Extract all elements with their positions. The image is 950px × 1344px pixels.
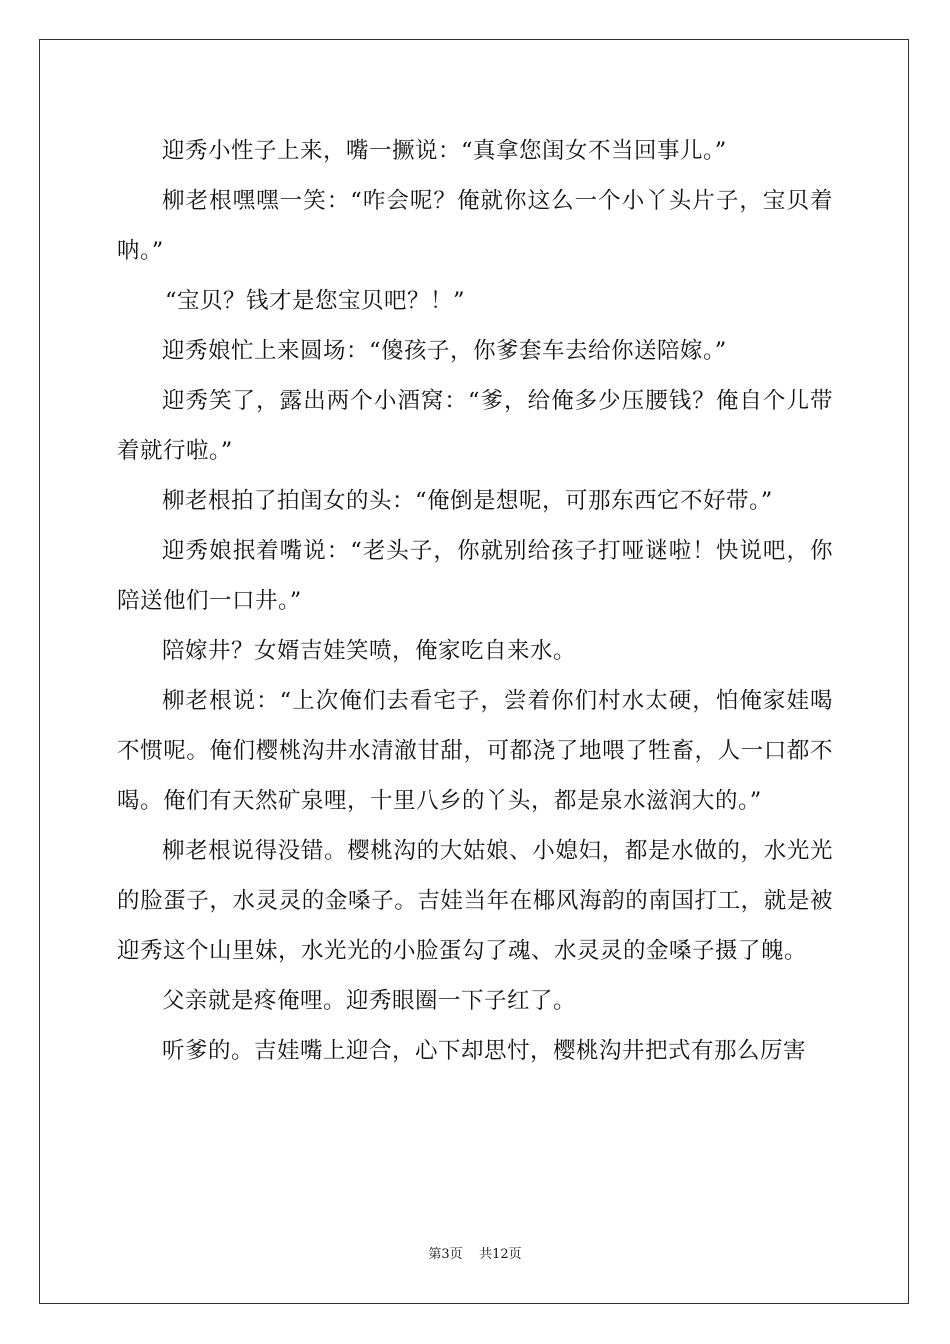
paragraph: 迎秀笑了，露出两个小酒窝：“爹，给俺多少压腰钱？俺自个儿带着就行啦。” bbox=[117, 388, 833, 464]
paragraph: 父亲就是疼俺哩。迎秀眼圈一下子红了。 bbox=[162, 988, 577, 1014]
paragraph: 迎秀娘忙上来圆场：“傻孩子，你爹套车去给你送陪嫁。” bbox=[162, 338, 727, 364]
paragraph: 迎秀娘抿着嘴说：“老头子，你就别给孩子打哑谜啦！快说吧，你陪送他们一口井。” bbox=[117, 538, 833, 614]
paragraph: 柳老根拍了拍闺女的头：“俺倒是想呢，可那东西它不好带。” bbox=[162, 488, 773, 514]
document-body bbox=[117, 126, 833, 1076]
page-footer bbox=[0, 1246, 950, 1264]
paragraph: 陪嫁井？女婿吉娃笑喷，俺家吃自来水。 bbox=[162, 638, 577, 664]
paragraph: “宝贝？钱才是您宝贝吧？！” bbox=[165, 288, 466, 314]
paragraph: 听爹的。吉娃嘴上迎合，心下却思忖，樱桃沟井把式有那么厉害 bbox=[162, 1038, 807, 1064]
page-number: 第3页 bbox=[428, 1247, 463, 1262]
paragraph: 迎秀小性子上来，嘴一撅说：“真拿您闺女不当回事儿。” bbox=[162, 138, 727, 164]
paragraph: 柳老根嘿嘿一笑：“咋会呢？俺就你这么一个小丫头片子，宝贝着呐。” bbox=[117, 188, 833, 264]
footer-gap bbox=[463, 1247, 480, 1262]
paragraph: 柳老根说：“上次俺们去看宅子，尝着你们村水太硬，怕俺家娃喝不惯呢。俺们樱桃沟井水清澈甘甜，可都浇了地喂了牲畜，人一口都不喝。俺们有天然矿泉哩，十里八乡的丫头，都是泉水滋润大的。” bbox=[117, 688, 833, 814]
page-total: 共12页 bbox=[479, 1247, 522, 1262]
paragraph: 柳老根说得没错。樱桃沟的大姑娘、小媳妇，都是水做的，水光光的脸蛋子，水灵灵的金嗓子。吉娃当年在椰风海韵的南国打工，就是被迎秀这个山里妹，水光光的小脸蛋勾了魂、水灵灵的金嗓子摄了魄。 bbox=[117, 838, 833, 964]
